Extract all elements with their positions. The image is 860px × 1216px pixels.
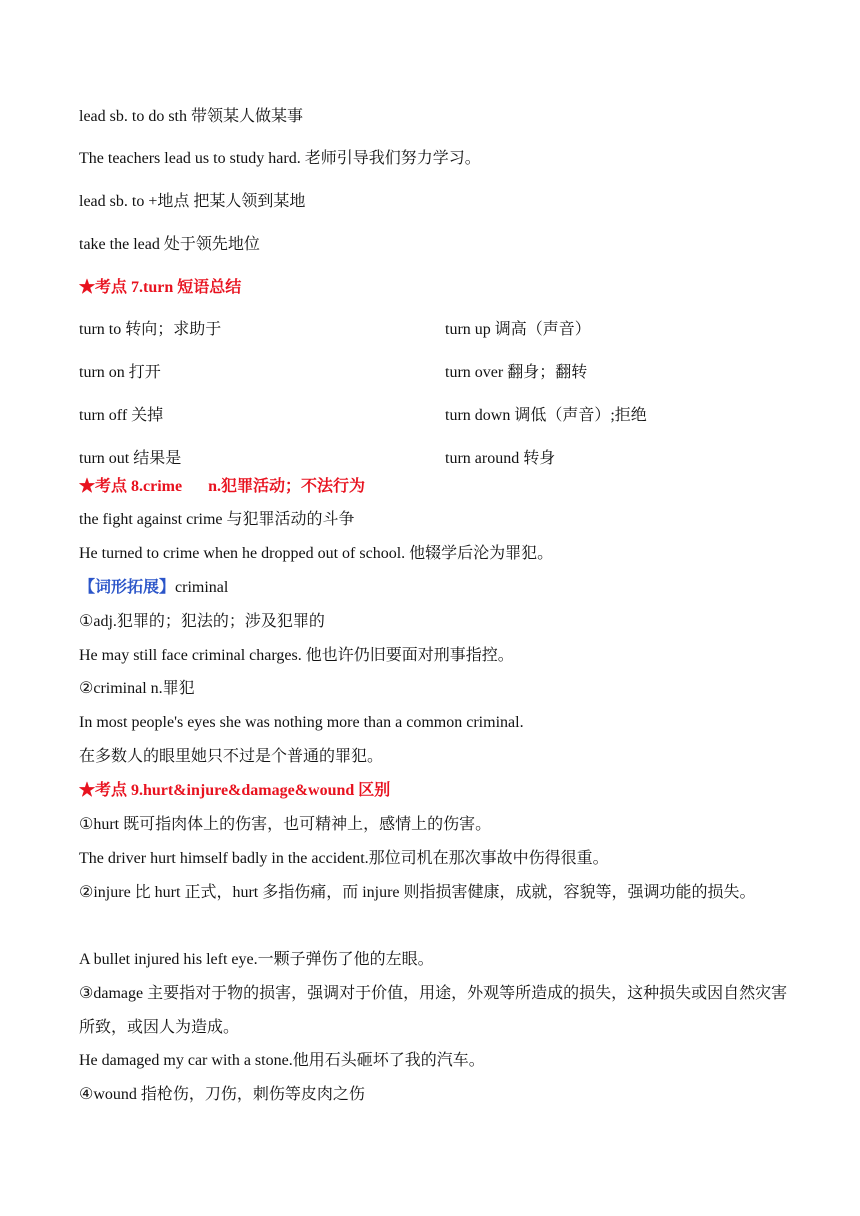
- point8-heading-definition: n.犯罪活动；不法行为: [208, 478, 365, 495]
- turn-phrase-left-3: turn off 关掉: [79, 407, 164, 424]
- crime-phrase-line: the fight against crime 与犯罪活动的斗争: [79, 511, 355, 528]
- hurt-example: The driver hurt himself badly in the accident.那位司机在那次事故中伤得很重。: [79, 850, 609, 867]
- point9-heading: ★考点 9.hurt&injure&damage&wound 区别: [79, 782, 391, 799]
- word-form-label: 【词形拓展】: [79, 579, 176, 596]
- word-form-word: criminal: [175, 579, 229, 596]
- point8-heading: [79, 477, 789, 497]
- lead-line-4: take the lead 处于领先地位: [79, 236, 260, 253]
- injure-example: A bullet injured his left eye.一颗子弹伤了他的左眼。: [79, 951, 434, 968]
- criminal-noun-translation: 在多数人的眼里她只不过是个普通的罪犯。: [79, 748, 384, 765]
- hurt-definition: ①hurt 既可指肉体上的伤害，也可精神上，感情上的伤害。: [79, 816, 492, 833]
- wound-definition: ④wound 指枪伤，刀伤，刺伤等皮肉之伤: [79, 1086, 365, 1103]
- turn-phrase-left-2: turn on 打开: [79, 364, 161, 381]
- turn-phrase-right-1: turn up 调高（声音）: [445, 321, 591, 338]
- lead-line-3: lead sb. to +地点 把某人领到某地: [79, 193, 306, 210]
- point8-heading-word: ★考点 8.crime: [79, 478, 183, 495]
- criminal-adj-example: He may still face criminal charges. 他也许仍旧要面对刑事指控。: [79, 647, 514, 664]
- damage-example: He damaged my car with a stone.他用石头砸坏了我的汽车。: [79, 1052, 485, 1069]
- turn-phrase-left-1: turn to 转向；求助于: [79, 321, 222, 338]
- lead-line-1: lead sb. to do sth 带领某人做某事: [79, 108, 303, 125]
- damage-definition: ③damage 主要指对于物的损害，强调对于价值，用途，外观等所造成的损失，这种损失或因自然灾害所致，或因人为造成。: [79, 985, 788, 1036]
- lead-line-2: The teachers lead us to study hard. 老师引导我们努力学习。: [79, 150, 481, 167]
- point7-heading: ★考点 7.turn 短语总结: [79, 279, 242, 296]
- injure-definition: ②injure 比 hurt 正式，hurt 多指伤痛，而 injure 则指损害健康，成就，容貌等，强调功能的损失。: [79, 884, 756, 901]
- criminal-noun-example: In most people's eyes she was nothing more than a common criminal.: [79, 714, 524, 731]
- turn-phrase-right-4: turn around 转身: [445, 450, 556, 467]
- turn-phrase-right-3: turn down 调低（声音）;拒绝: [445, 407, 647, 424]
- word-form-expansion: [79, 578, 789, 598]
- criminal-noun-definition: ②criminal n.罪犯: [79, 680, 195, 697]
- turn-phrase-left-4: turn out 结果是: [79, 450, 182, 467]
- crime-example-line: He turned to crime when he dropped out of school. 他辍学后沦为罪犯。: [79, 545, 554, 562]
- turn-phrase-right-2: turn over 翻身；翻转: [445, 364, 588, 381]
- criminal-adj-definition: ①adj.犯罪的；犯法的；涉及犯罪的: [79, 613, 325, 630]
